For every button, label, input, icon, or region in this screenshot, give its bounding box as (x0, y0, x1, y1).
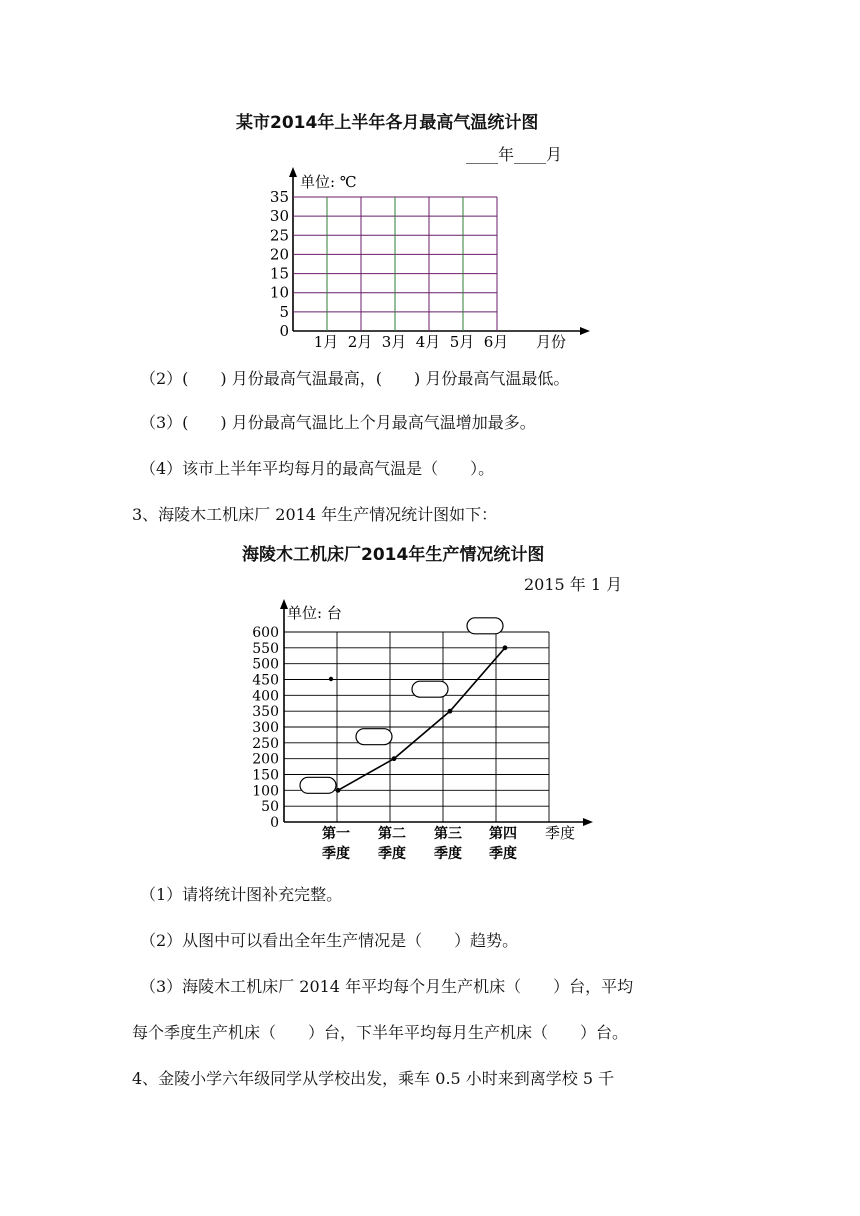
y-tick-label: 250 (252, 735, 279, 752)
x-tick-label: 第二 (378, 826, 406, 842)
chart2-date: 2015 年 1 月 (524, 575, 623, 594)
y-tick-label: 350 (252, 704, 279, 721)
stray-dot (329, 677, 333, 681)
data-point (448, 709, 453, 714)
chart1-x-unit: 月份 (536, 333, 567, 351)
x-tick-label: 季度 (434, 846, 462, 862)
x-tick-label: 4月 (415, 333, 441, 351)
y-tick-label: 300 (252, 720, 279, 736)
value-blank (467, 618, 503, 634)
chart2-title: 海陵木工机床厂2014年生产情况统计图 (242, 545, 545, 565)
chart2-x-unit: 季度 (545, 824, 576, 842)
question-4: （4）该市上半年平均每月的最高气温是（ ）。 (140, 459, 495, 478)
y-tick-label: 0 (270, 815, 279, 831)
problem3-q3-line1: （3）海陵木工机床厂 2014 年平均每个月生产机床（ ）台，平均 (140, 977, 634, 996)
x-tick-label: 季度 (489, 846, 517, 862)
x-tick-label: 3月 (381, 333, 407, 351)
y-tick-label: 500 (252, 656, 279, 673)
y-tick-label: 200 (252, 751, 279, 768)
y-tick-label: 600 (252, 625, 279, 641)
y-tick-label: 35 (269, 188, 289, 206)
x-tick-label: 第四 (489, 826, 517, 842)
problem4-intro: 4、金陵小学六年级同学从学校出发，乘车 0.5 小时来到离学校 5 千 (132, 1069, 615, 1088)
y-tick-label: 5 (279, 302, 289, 321)
value-blank (412, 681, 448, 697)
problem3-q3-line2: 每个季度生产机床（ ）台，下半年平均每月生产机床（ ）台。 (132, 1023, 629, 1042)
series-line (338, 648, 505, 791)
question-3: （3）( ) 月份最高气温比上个月最高气温增加最多。 (140, 413, 536, 432)
y-tick-label: 30 (269, 207, 289, 226)
y-tick-label: 0 (279, 322, 289, 340)
y-tick-label: 450 (252, 672, 279, 689)
x-tick-label: 5月 (449, 333, 475, 351)
value-blank (356, 729, 392, 745)
y-tick-label: 15 (269, 264, 289, 283)
problem3-q1: （1）请将统计图补充完整。 (140, 885, 343, 904)
y-tick-label: 150 (252, 767, 279, 784)
data-point (336, 788, 341, 793)
problem3-intro: 3、海陵木工机床厂 2014 年生产情况统计图如下： (132, 505, 498, 524)
x-tick-label: 1月 (313, 333, 339, 351)
problem3-q2: （2）从图中可以看出全年生产情况是（ ）趋势。 (140, 931, 519, 950)
y-tick-label: 50 (261, 799, 279, 816)
y-tick-label: 550 (252, 640, 279, 657)
chart2-unit-label: 单位: 台 (287, 604, 342, 622)
y-tick-label: 10 (269, 283, 289, 302)
value-blank (300, 777, 336, 793)
x-tick-label: 季度 (378, 846, 406, 862)
x-tick-label: 2月 (347, 333, 373, 351)
data-point (503, 645, 508, 650)
x-tick-label: 季度 (322, 846, 350, 862)
y-tick-label: 100 (252, 783, 279, 800)
x-tick-label: 第一 (322, 826, 350, 842)
x-tick-label: 第三 (434, 826, 462, 842)
y-tick-label: 25 (269, 226, 289, 245)
data-point (392, 756, 397, 761)
y-tick-label: 400 (252, 688, 279, 705)
question-2: （2）( ) 月份最高气温最高，( ) 月份最高气温最低。 (140, 369, 570, 388)
chart1-date-blank: ____年____月 (466, 145, 563, 164)
y-tick-label: 20 (269, 245, 289, 264)
chart1-unit-label: 单位: ℃ (300, 173, 357, 191)
chart1-title: 某市2014年上半年各月最高气温统计图 (236, 113, 539, 133)
chart1-temperature-grid (260, 165, 600, 355)
x-tick-label: 6月 (483, 333, 509, 351)
chart2-production-line (252, 598, 595, 863)
